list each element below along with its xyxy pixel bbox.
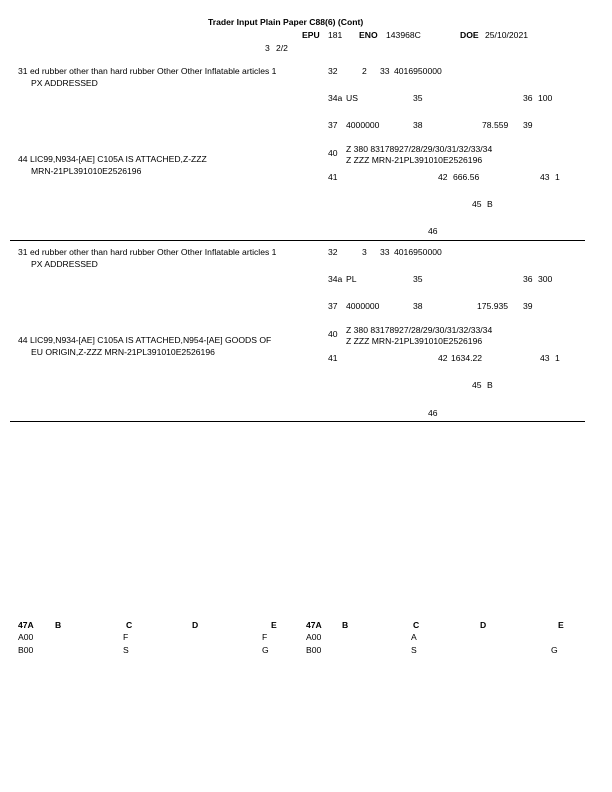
table-cell: G xyxy=(551,645,558,655)
table-header-47a: 47A xyxy=(306,620,322,630)
table-cell: G xyxy=(262,645,269,655)
table-header-d: D xyxy=(192,620,199,630)
box45-label: 45 xyxy=(472,199,482,209)
commodity-code: 4016950000 xyxy=(394,247,442,257)
box38-label: 38 xyxy=(413,301,423,311)
page-count: 2/2 xyxy=(276,43,288,53)
procedure-code: 4000000 xyxy=(346,120,380,130)
valuation-method: 1 xyxy=(555,353,560,363)
preference-value: 300 xyxy=(538,274,553,284)
box44-mrn: MRN-21PL391010E2526196 xyxy=(31,166,142,176)
table-header-b: B xyxy=(342,620,349,630)
box43-label: 43 xyxy=(540,353,550,363)
box39-label: 39 xyxy=(523,301,533,311)
doe-value: 25/10/2021 xyxy=(485,30,529,40)
box37-label: 37 xyxy=(328,120,338,130)
box36-label: 36 xyxy=(523,93,533,103)
item-divider xyxy=(10,240,585,241)
item-number: 2 xyxy=(362,66,367,76)
table-cell: A00 xyxy=(306,632,322,642)
table-header-d: D xyxy=(480,620,487,630)
table-header-e: E xyxy=(558,620,564,630)
net-mass: 175.935 xyxy=(477,301,509,311)
box31-packages: PX ADDRESSED xyxy=(31,78,98,88)
box46-label: 46 xyxy=(428,408,438,418)
box39-label: 39 xyxy=(523,120,533,130)
valuation-method: 1 xyxy=(555,172,560,182)
box46-label: 46 xyxy=(428,226,438,236)
previous-document-line2: Z ZZZ MRN-21PL391010E2526196 xyxy=(346,336,483,346)
preference-value: 100 xyxy=(538,93,553,103)
table-header-b: B xyxy=(55,620,62,630)
box31-description: 31 ed rubber other than hard rubber Other Other Inflatable articles 1 xyxy=(18,66,277,76)
box40-label: 40 xyxy=(328,329,338,339)
table-cell: B00 xyxy=(18,645,34,655)
box33-label: 33 xyxy=(380,66,390,76)
box42-label: 42 xyxy=(438,172,448,182)
box31-packages: PX ADDRESSED xyxy=(31,259,98,269)
table-cell: A00 xyxy=(18,632,34,642)
adjustment-value: B xyxy=(487,199,493,209)
item-number: 3 xyxy=(362,247,367,257)
table-cell: S xyxy=(411,645,417,655)
box41-label: 41 xyxy=(328,353,338,363)
previous-document-line2: Z ZZZ MRN-21PL391010E2526196 xyxy=(346,155,483,165)
item-price: 666.56 xyxy=(453,172,480,182)
item-price: 1634.22 xyxy=(451,353,483,363)
table-header-c: C xyxy=(126,620,133,630)
box31-description: 31 ed rubber other than hard rubber Other Other Inflatable articles 1 xyxy=(18,247,277,257)
box34a-label: 34a xyxy=(328,93,343,103)
eno-value: 143968C xyxy=(386,30,421,40)
box44-additional-info: 44 LIC99,N934-[AE] C105A IS ATTACHED,N954-[AE] GOODS OF xyxy=(18,335,272,345)
table-header-c: C xyxy=(413,620,420,630)
epu-value: 181 xyxy=(328,30,343,40)
box33-label: 33 xyxy=(380,247,390,257)
table-cell: B00 xyxy=(306,645,322,655)
page-number: 3 xyxy=(265,43,270,53)
previous-document-line1: Z 380 83178927/28/29/30/31/32/33/34 xyxy=(346,144,493,154)
box40-label: 40 xyxy=(328,148,338,158)
box36-label: 36 xyxy=(523,274,533,284)
procedure-code: 4000000 xyxy=(346,301,380,311)
table-header-47a: 47A xyxy=(18,620,34,630)
previous-document-line1: Z 380 83178927/28/29/30/31/32/33/34 xyxy=(346,325,493,335)
box44-additional-info: 44 LIC99,N934-[AE] C105A IS ATTACHED,Z-ZZZ xyxy=(18,154,207,164)
country-of-origin: US xyxy=(346,93,358,103)
doe-label: DOE xyxy=(460,30,479,40)
table-header-e: E xyxy=(271,620,277,630)
epu-label: EPU xyxy=(302,30,320,40)
box32-label: 32 xyxy=(328,247,338,257)
box42-label: 42 xyxy=(438,353,448,363)
table-cell: A xyxy=(411,632,417,642)
box45-label: 45 xyxy=(472,380,482,390)
table-cell: F xyxy=(262,632,268,642)
table-cell: F xyxy=(123,632,129,642)
box38-label: 38 xyxy=(413,120,423,130)
table-cell: S xyxy=(123,645,129,655)
box43-label: 43 xyxy=(540,172,550,182)
net-mass: 78.559 xyxy=(482,120,509,130)
box37-label: 37 xyxy=(328,301,338,311)
box35-label: 35 xyxy=(413,93,423,103)
box41-label: 41 xyxy=(328,172,338,182)
item-divider xyxy=(10,421,585,422)
eno-label: ENO xyxy=(359,30,378,40)
box34a-label: 34a xyxy=(328,274,343,284)
commodity-code: 4016950000 xyxy=(394,66,442,76)
box35-label: 35 xyxy=(413,274,423,284)
country-of-origin: PL xyxy=(346,274,357,284)
adjustment-value: B xyxy=(487,380,493,390)
document-title: Trader Input Plain Paper C88(6) (Cont) xyxy=(208,17,364,27)
box32-label: 32 xyxy=(328,66,338,76)
box44-mrn: EU ORIGIN,Z-ZZZ MRN-21PL391010E2526196 xyxy=(31,347,215,357)
